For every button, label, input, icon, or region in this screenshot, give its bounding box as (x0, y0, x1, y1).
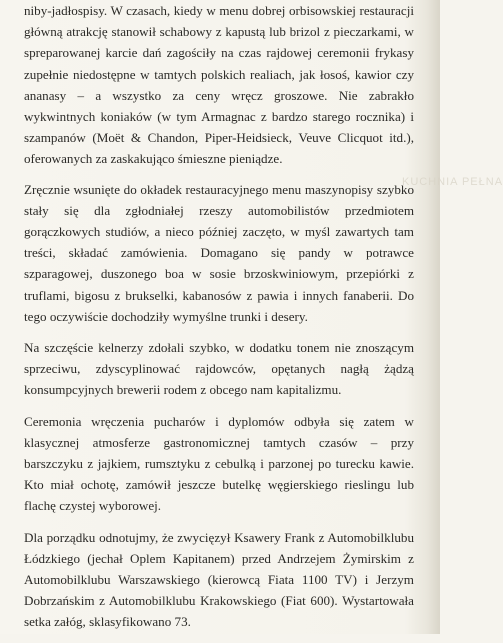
paragraph-5: Dla porządku odnotujmy, że zwycięzył Ksawery Frank z Automobilklubu Łódzkiego (jechał Oplem Kapitanem) przed Andrzejem Żymirskim z Automobilklubu Warszawskiego (kierowcą Fiata 1100 TV) i Jerzym Dobrzańskim z Automobilklubu Krakowskiego (Fiat 600). Wystartowała setka załóg, sklasyfikowano 73. (24, 529, 414, 630)
paragraph-1: niby-jadłospisy. W czasach, kiedy w menu dobrej orbisowskiej restauracji główną atrakcję stanowił schabowy z kapustą lub brizol z pieczarkami, w spreparowanej karcie dań zagościły na czas rajdowej ceremonii frykasy zupełnie niedostępne w tamtych polskich realiach, jak łosoś, kawior czy ananasy – a wszystko za ceny wręcz groszowe. Nie zabrakło wykwintnych koniaków (w tym Armagnac z bardzo starego rocznika) i szampanów (Moët & Chandon, Piper-Heidsieck, Veuve Clicquot itd.), oferowanych za zaskakująco śmieszne pieniądze. (24, 3, 414, 167)
bleed-through-text: KUCHNIA PEŁNA (402, 176, 503, 188)
body-text (24, 0, 414, 643)
paragraph-2: Zręcznie wsunięte do okładek restauracyjnego menu maszynopisy szybko stały się dla zgłodniałej rzeszy automobilistów przedmiotem gorączkowych studiów, a nieco później zaczęto, w myśl zawartych tam treści, składać zamówienia. Domagano się pandy w potrawce szparagowej, duszonego boa w sosie brzoskwiniowym, przepiórki z truflami, bigosu z brukselki, kabanosów z pawia i innych fanaberii. Do tego oczywiście dochodziły wymyślne trunki i desery. (24, 181, 414, 324)
paragraph-4: Ceremonia wręczenia pucharów i dyplomów odbyła się zatem w klasycznej atmosferze gastronomicznej tamtych czasów – przy barszczyku z jajkiem, rumsztyku z cebulką i parzonej po turecku kawie. Kto miał ochotę, zamówił jeszcze butelkę węgierskiego rieslingu lub flachę czystej wyborowej. (24, 413, 414, 514)
paragraph-3: Na szczęście kelnerzy zdołali szybko, w dodatku tonem nie znoszącym sprzeciwu, zdyscyplinować rajdowców, opętanych nagłą żądzą konsumpcyjnych brewerii rodem z obcego nam kapitalizmu. (24, 340, 414, 398)
